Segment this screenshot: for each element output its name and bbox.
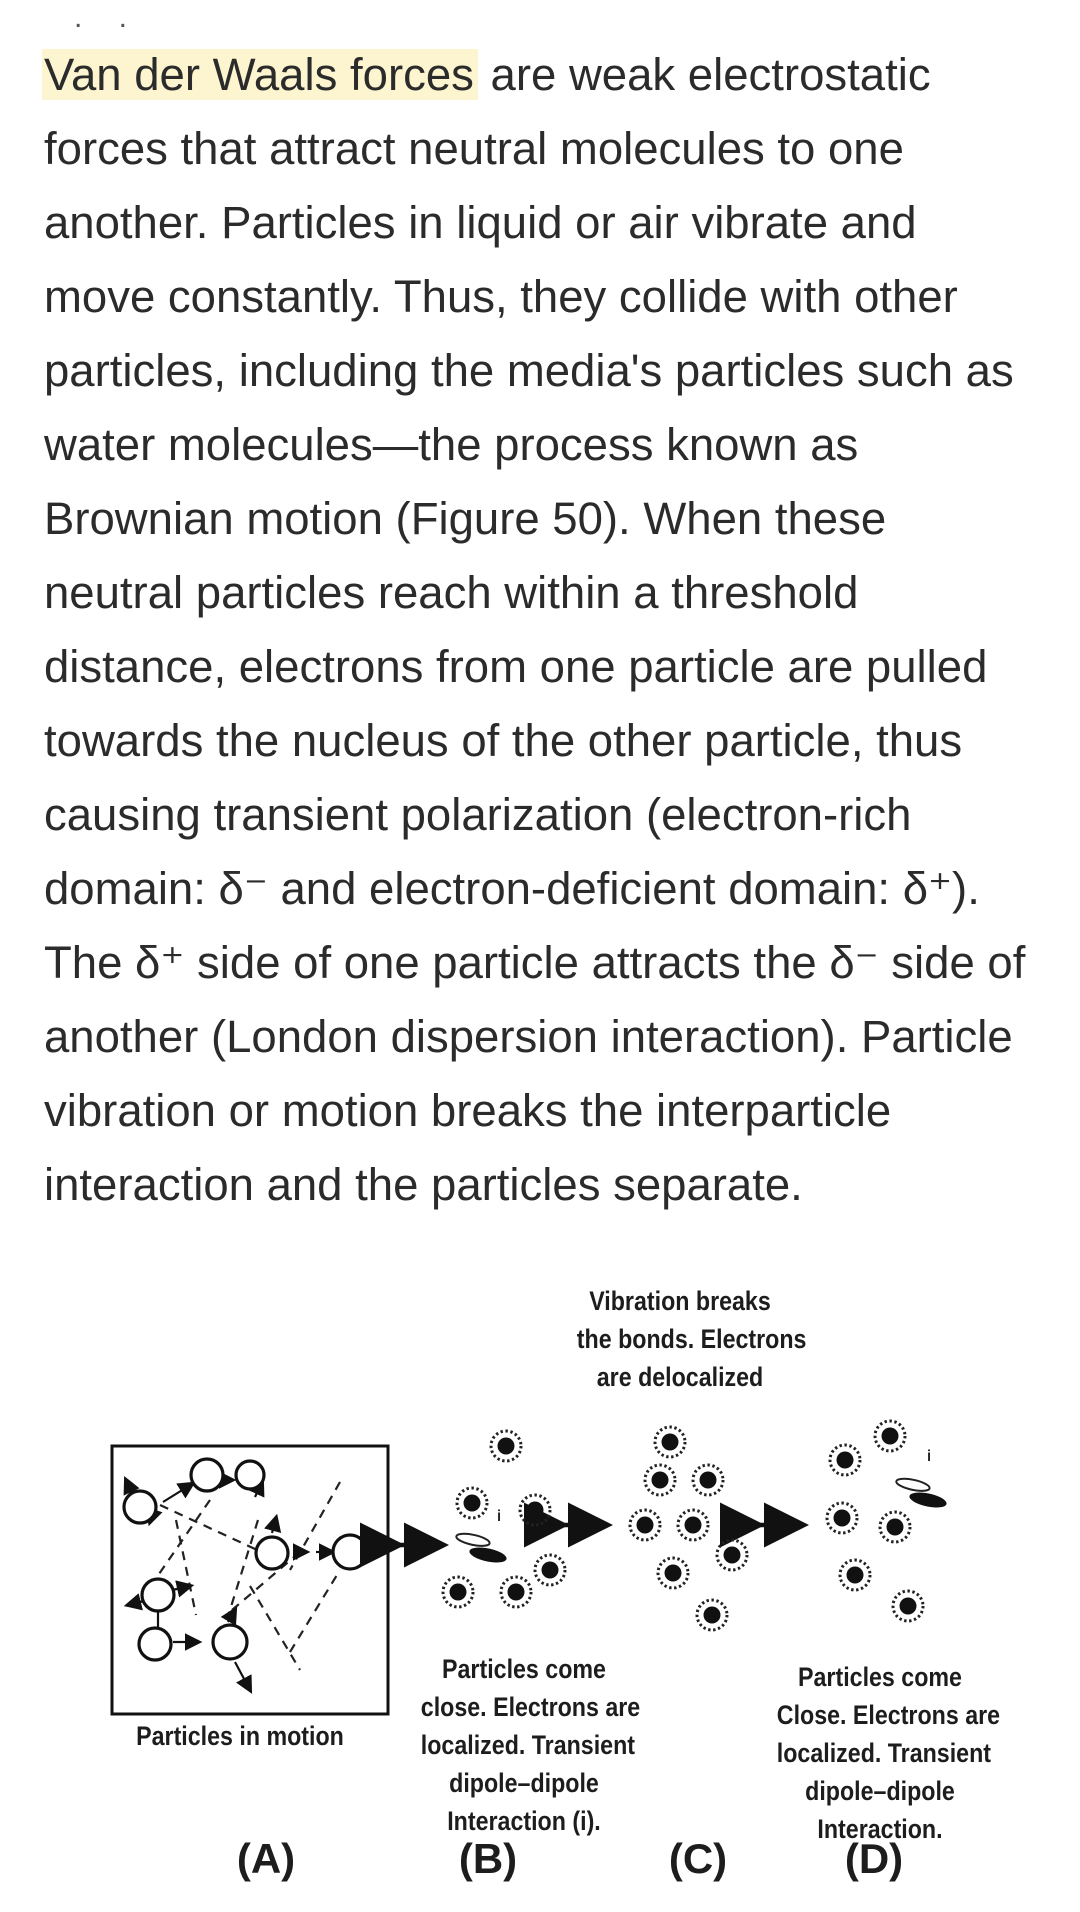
panel-label-c: (C) bbox=[668, 1835, 728, 1882]
caption-top: Vibration breaks the bonds. Electrons are delocalized bbox=[576, 1286, 807, 1392]
panel-a-box bbox=[112, 1446, 388, 1714]
paragraph-line: The δ⁺ side of one particle attracts the δ⁻ side of bbox=[44, 937, 1026, 988]
paragraph-line: particles, including the media's particles such as bbox=[44, 345, 1014, 396]
paragraph-line: distance, electrons from one particle are pulled bbox=[44, 641, 988, 692]
paragraph-line: causing transient polarization (electron-rich bbox=[44, 789, 912, 840]
paragraph-line: interaction and the particles separate. bbox=[44, 1159, 803, 1210]
label-i-d: i bbox=[927, 1448, 931, 1465]
label-i-b: i bbox=[497, 1508, 501, 1525]
paragraph-line: Brownian motion (Figure 50). When these bbox=[44, 493, 887, 544]
paragraph-line: water molecules—the process known as bbox=[44, 419, 859, 470]
body-paragraph bbox=[44, 38, 1064, 1222]
caption-b: Particles come close. Electrons are localized. Transient dipole–dipole Interaction (i). bbox=[420, 1654, 641, 1836]
paragraph-line: move constantly. Thus, they collide with other bbox=[44, 271, 958, 322]
caption-a: Particles in motion bbox=[136, 1721, 344, 1751]
paragraph-line: another (London dispersion interaction). Particle bbox=[44, 1011, 1013, 1062]
panel-label-d: (D) bbox=[844, 1835, 904, 1882]
paragraph-line: neutral particles reach within a threshold bbox=[44, 567, 859, 618]
paragraph-line-1: Van der Waals forces are weak electrostatic bbox=[44, 49, 931, 100]
paragraph-line: domain: δ⁻ and electron-deficient domain: δ⁺). bbox=[44, 863, 980, 914]
panel-label-a: (A) bbox=[236, 1835, 296, 1882]
panel-c-particles bbox=[630, 1427, 747, 1630]
paragraph-line: another. Particles in liquid or air vibrate and bbox=[44, 197, 917, 248]
panel-label-b: (B) bbox=[458, 1835, 518, 1882]
brownian-motion-figure bbox=[0, 1270, 1080, 1912]
top-fragment-dots: . . bbox=[74, 1, 142, 34]
caption-d: Particles come Close. Electrons are localized. Transient dipole–dipole Interaction. bbox=[776, 1662, 1001, 1844]
highlighted-term[interactable]: Van der Waals forces bbox=[42, 49, 478, 100]
paragraph-line: vibration or motion breaks the interparticle bbox=[44, 1085, 892, 1136]
paragraph-line: towards the nucleus of the other particle, thus bbox=[44, 715, 963, 766]
paragraph-line: forces that attract neutral molecules to one bbox=[44, 123, 904, 174]
